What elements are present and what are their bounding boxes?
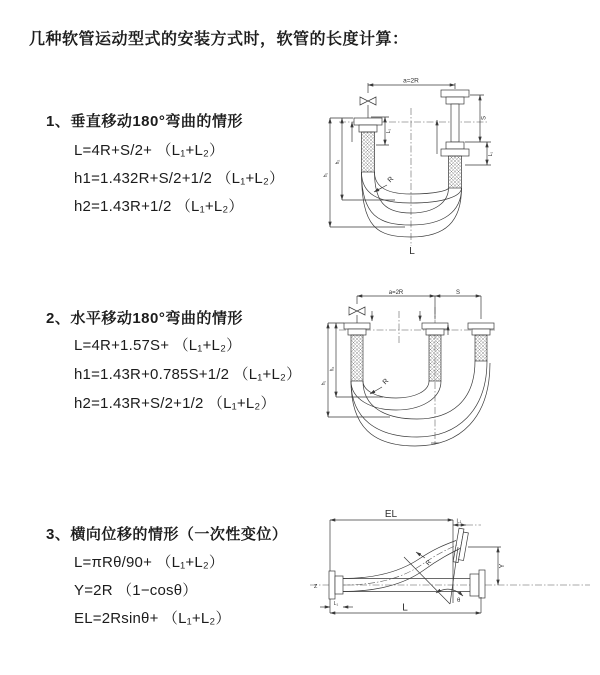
right-flange-lower [441,142,469,156]
braided-hose-right-leg [475,335,487,361]
valve-icon [360,97,376,118]
tilted-flange [453,528,469,563]
hose-s-curve [343,541,460,592]
dim-label-a2r: a=2R [403,77,419,85]
radius-leader-arrow [370,387,382,394]
section2-formula-L: L=4R+1.57S+ （L₁+L₂） [74,337,242,354]
dim-label-y: Y [499,563,506,569]
braided-hose-middle-leg [429,335,441,381]
section2-formula-h1: h1=1.43R+0.785S+1/2 （L₁+L₂） [74,366,302,383]
dim-label-el: EL [384,509,398,520]
right-flange [470,570,485,598]
dim-label-l1-left: L₁ [386,128,392,134]
section2-heading: 2、水平移动180°弯曲的情形 [46,310,243,327]
dim-extension-lines [357,296,481,319]
section2-formula-h2: h2=1.43R+S/2+1/2 （L₁+L₂） [74,395,276,412]
dim-label-h1: h₁ [321,380,327,386]
dim-extension-el [330,520,453,613]
left-flange [344,323,370,335]
dim-label-a2r: a=2R [388,290,404,296]
middle-flange [422,323,448,335]
angle-construction-lines [404,547,458,604]
dim-label-h2: h₂ [335,159,341,165]
length-label: L [409,246,415,257]
radius-label: R [386,175,396,185]
diagram-vertical-180-bend [315,70,595,265]
dim-label-l1-right: L₁ [488,151,494,157]
diagram-horizontal-180-bend [315,283,595,460]
right-flange [468,323,494,335]
section3-formula-L: L=πRθ/90+ （L₁+L₂） [74,554,225,571]
radius-label: R [381,377,391,387]
section1-formula-h1: h1=1.432R+S/2+1/2 （L₁+L₂） [74,170,285,187]
angle-arc [436,589,463,596]
section1-heading: 1、垂直移动180°弯曲的情形 [46,113,243,130]
page-title: 几种软管运动型式的安装方式时，软管的长度计算： [29,31,409,48]
dim-label-l1-top: L₁ [456,518,462,525]
dim-label-s: S [455,290,461,296]
hose-u-bend-position1 [351,381,441,410]
section3-heading: 3、横向位移的情形（一次性变位） [46,526,288,543]
radius-label: R [424,558,434,568]
section1-formula-h2: h2=1.43R+1/2 （L₁+L₂） [74,198,244,215]
left-flange [354,118,382,132]
section1-formula-L: L=4R+S/2+ （L₁+L₂） [74,142,225,159]
hose-u-bend-position2 [351,361,490,446]
section3-formula-Y: Y=2R （1−cosθ） [74,582,198,599]
left-flange [329,571,343,599]
right-flange-upper [441,90,469,104]
section3-formula-EL: EL=2Rsinθ+ （L₁+L₂） [74,610,231,627]
braided-hose-left-leg [351,335,363,381]
diagram-lateral-displacement [305,500,595,648]
braided-hose-left-leg [362,132,375,172]
axis-mark-label: Z [314,584,318,590]
dim-label-l: L [402,602,408,614]
radius-leader-arrow [416,552,425,558]
braided-hose-right-leg [449,156,462,188]
dim-label-h2: h₂ [329,366,336,372]
dim-label-s: S [481,115,488,121]
valve-icon [349,307,365,323]
dim-label-h1: h₁ [323,172,329,178]
dim-label-l1-bottom: L₁ [333,601,339,607]
pipe-neck [451,104,459,142]
angle-label: θ [457,598,461,604]
